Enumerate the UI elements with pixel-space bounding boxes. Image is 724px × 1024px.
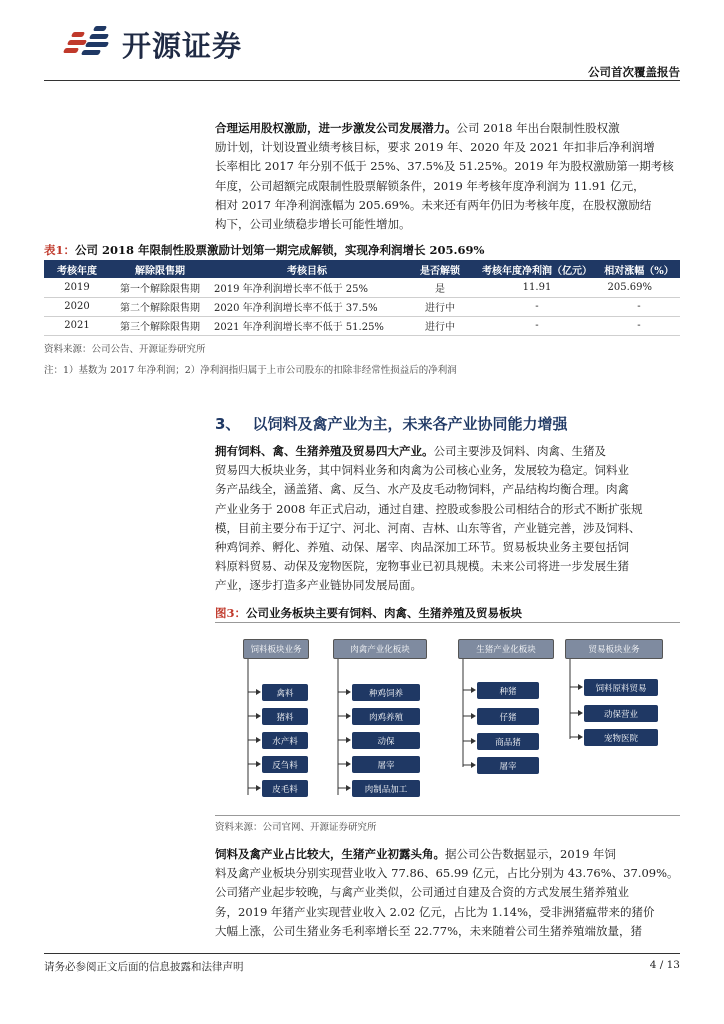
table-source: 资料来源：公司公告、开源证券研究所 — [44, 344, 206, 355]
section-title: 以饲料及禽产业为主，未来各产业协同能力增强 — [252, 415, 568, 433]
figure-title — [215, 605, 522, 621]
table-cell: 2019 — [44, 278, 110, 297]
footer-rule — [44, 953, 680, 954]
company-logo — [60, 24, 242, 64]
section-number: 3、 — [215, 415, 241, 433]
paragraph-line: 产业，逐步打造多产业链协同发展局面。 — [215, 578, 422, 593]
figure-source: 资料来源：公司官网、开源证券研究所 — [215, 822, 377, 833]
figure-label: 图3： — [215, 606, 247, 620]
table-row — [44, 316, 680, 335]
table-cell: 205.69% — [598, 278, 680, 297]
diagram-node-trade: 贸易板块业务 — [565, 639, 663, 659]
paragraph-line: 公司 2018 年出台限制性股权激 — [456, 121, 620, 135]
paragraph-line: 贸易四大板块业务，其中饲料业务和肉禽为公司核心业务，发展较为稳定。饲料业 — [215, 463, 629, 478]
table-label: 表1： — [44, 243, 76, 257]
table-note: 注：1）基数为 2017 年净利润；2）净利润指归属于上市公司股东的扣除非经常性损益后的净利润 — [44, 365, 457, 376]
table-cell: 2019 年净利润增长率不低于 25% — [210, 278, 404, 297]
paragraph-line: 构下，公司业绩稳步增长可能性增加。 — [215, 217, 411, 232]
table-cell: 11.91 — [476, 278, 598, 297]
paragraph-lead: 合理运用股权激励，进一步激发公司发展潜力。 — [215, 121, 457, 135]
paragraph-lead: 饲料及禽产业占比较大，生猪产业初露头角。 — [215, 847, 445, 861]
paragraph-line: 种鸡饲养、孵化、养殖、动保、屠宰、肉品深加工环节。贸易板块业务主要包括饲 — [215, 540, 629, 555]
diagram-child: 种猪 — [477, 682, 539, 699]
table-header: 相对涨幅（%） — [598, 260, 680, 278]
table-cell: 第一个解除限售期 — [110, 278, 210, 297]
diagram-child: 商品猪 — [477, 733, 539, 750]
diagram-child: 屠宰 — [352, 756, 420, 773]
diagram-child: 饲料原料贸易 — [584, 679, 658, 696]
paragraph-line: 务产品线全，涵盖猪、禽、反刍、水产及皮毛动物饲料，产品结构均衡合理。肉禽 — [215, 482, 629, 497]
paragraph-line: 长率相比 2017 年分别不低于 25%、37.5%及 51.25%。2019 年为股权激励第一期考核 — [215, 159, 674, 174]
paragraph-line: 料及禽产业板块分别实现营业收入 77.86、65.99 亿元，占比分别为 43.76%、37.09%。 — [215, 866, 679, 881]
logo-text: 开源证券 — [122, 28, 243, 63]
diagram-child: 水产料 — [262, 732, 308, 749]
header-rule — [44, 80, 680, 81]
table-cell: 是 — [404, 278, 476, 297]
table-header: 是否解锁 — [404, 260, 476, 278]
paragraph-revenue-share — [215, 845, 680, 941]
table-header: 考核年度 — [44, 260, 110, 278]
paragraph-equity-incentive — [215, 119, 680, 234]
paragraph-business-segments — [215, 442, 680, 596]
diagram-child: 猪料 — [262, 708, 308, 725]
paragraph-line: 据公司公告数据显示，2019 年饲 — [445, 847, 616, 861]
paragraph-line: 料原料贸易、动保及宠物医院，宠物事业已初具规模。未来公司将进一步发展生猪 — [215, 559, 629, 574]
business-segments-diagram — [215, 625, 680, 815]
diagram-child: 动保 — [352, 732, 420, 749]
paragraph-line: 大幅上涨，公司生猪业务毛利率增长至 22.77%，未来随着公司生猪养殖端放量，猪 — [215, 923, 643, 938]
diagram-node-poultry: 肉禽产业化板块 — [333, 639, 427, 659]
figure-caption: 公司业务板块主要有饲料、肉禽、生猪养殖及贸易板块 — [246, 606, 523, 620]
diagram-child: 动保营业 — [584, 705, 658, 722]
page-number: 4 / 13 — [649, 959, 680, 971]
table-cell: 进行中 — [404, 297, 476, 316]
figure-bottom-rule — [215, 815, 680, 816]
diagram-child: 肉鸡养殖 — [352, 708, 420, 725]
table-cell: 进行中 — [404, 316, 476, 335]
diagram-node-feed: 饲料板块业务 — [243, 639, 309, 659]
diagram-child: 仔猪 — [477, 708, 539, 725]
paragraph-line: 务，2019 年猪产业实现营业收入 2.02 亿元，占比为 1.14%，受非洲猪瘟带来的猪价 — [215, 904, 655, 919]
table-cell: 2021 年净利润增长率不低于 51.25% — [210, 316, 404, 335]
paragraph-line: 公司猪产业起步较晚，与禽产业类似，公司通过自建及合资的方式发展生猪养殖业 — [215, 885, 629, 900]
diagram-child: 宠物医院 — [584, 729, 658, 746]
table-cell: - — [598, 297, 680, 316]
diagram-child: 皮毛料 — [262, 780, 308, 797]
table-header: 考核年度净利润（亿元） — [476, 260, 598, 278]
incentive-table — [44, 260, 680, 336]
paragraph-line: 公司主要涉及饲料、肉禽、生猪及 — [433, 444, 606, 458]
footer-disclaimer: 请务必参阅正文后面的信息披露和法律声明 — [44, 961, 244, 973]
table-cell: - — [476, 316, 598, 335]
paragraph-line: 励计划，计划设置业绩考核目标，要求 2019 年、2020 年及 2021 年扣非后净利润增 — [215, 140, 655, 155]
diagram-child: 禽料 — [262, 684, 308, 701]
diagram-child: 反刍料 — [262, 756, 308, 773]
table-cell: - — [476, 297, 598, 316]
figure-top-rule — [215, 622, 680, 623]
logo-mark-icon — [60, 24, 114, 64]
table-caption: 公司 2018 年限制性股票激励计划第一期完成解锁，实现净利润增长 205.69% — [75, 243, 485, 257]
table-cell: 2021 — [44, 316, 110, 335]
table-cell: - — [598, 316, 680, 335]
table-cell: 2020 — [44, 297, 110, 316]
section-heading — [215, 413, 567, 434]
table-cell: 第二个解除限售期 — [110, 297, 210, 316]
paragraph-line: 产业业务于 2008 年正式启动，通过自建、控股或参股公司相结合的形式不断扩张规 — [215, 501, 643, 516]
table-cell: 2020 年净利润增长率不低于 37.5% — [210, 297, 404, 316]
table-header: 解除限售期 — [110, 260, 210, 278]
paragraph-line: 年度，公司超额完成限制性股票解锁条件，2019 年考核年度净利润为 11.91 亿元， — [215, 178, 645, 193]
diagram-node-pig: 生猪产业化板块 — [458, 639, 554, 659]
paragraph-lead: 拥有饲料、禽、生猪养殖及贸易四大产业。 — [215, 444, 434, 458]
report-type: 公司首次覆盖报告 — [588, 65, 680, 79]
table-row — [44, 278, 680, 297]
paragraph-line: 模，目前主要分布于辽宁、河北、河南、吉林、山东等省，产业链完善，涉及饲料、 — [215, 520, 641, 535]
table-row — [44, 297, 680, 316]
diagram-child: 屠宰 — [477, 757, 539, 774]
table-header-row — [44, 260, 680, 278]
diagram-child: 种鸡饲养 — [352, 684, 420, 701]
table-header: 考核目标 — [210, 260, 404, 278]
diagram-child: 肉制品加工 — [352, 780, 420, 797]
paragraph-line: 相对 2017 年净利润涨幅为 205.69%。未来还有两年仍旧为考核年度，在股权激励结 — [215, 197, 652, 212]
table-title — [44, 242, 484, 258]
table-cell: 第三个解除限售期 — [110, 316, 210, 335]
